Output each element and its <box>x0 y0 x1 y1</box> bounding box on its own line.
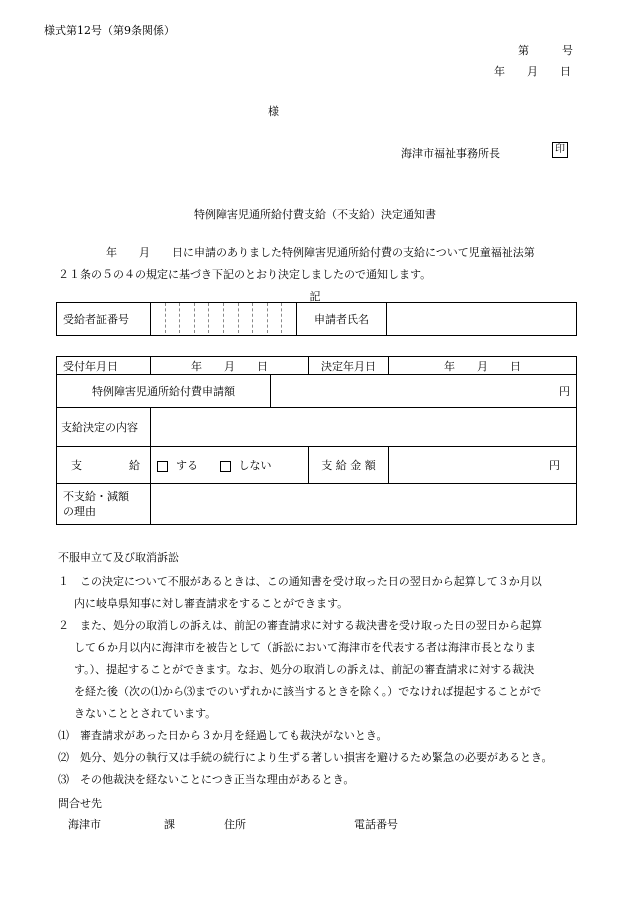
reason-label-line-2: の理由 <box>63 505 96 518</box>
decision-date-label: 決定年月日 <box>309 357 389 375</box>
inquiry-address: 住所 <box>224 818 246 831</box>
digit-box <box>151 303 166 333</box>
appeal-list <box>58 571 598 791</box>
application-amount-label: 特例障害児通所給付費申請額 <box>57 375 271 408</box>
document-number: 第 号 <box>518 44 573 57</box>
reason-label-line-1: 不支給・減額 <box>63 490 129 503</box>
digit-box <box>239 303 254 333</box>
appeal-item-1-line-2: 内に岐阜県知事に対し審査請求をすることができます。 <box>74 597 349 610</box>
form-number-label: 様式第12号（第9条関係） <box>44 24 175 37</box>
payment-label-char-1: 支 <box>71 459 82 472</box>
digit-box <box>166 303 181 333</box>
sender-name: 海津市福祉事務所長 <box>401 147 500 160</box>
pay-no-checkbox[interactable] <box>220 461 231 472</box>
pay-no-label: しない <box>238 459 272 472</box>
recipient-number-field[interactable] <box>151 303 297 336</box>
receipt-date-label: 受付年月日 <box>57 357 151 375</box>
payment-label <box>57 447 151 484</box>
document-title: 特例障害児通所給付費支給（不支給）決定通知書 <box>194 208 436 221</box>
digit-box <box>195 303 210 333</box>
appeal-item-2-line-5: きないこととされています。 <box>74 707 217 720</box>
digit-box <box>224 303 239 333</box>
pay-yes-label: する <box>176 459 198 472</box>
recipient-number-label: 受給者証番号 <box>57 303 151 336</box>
recipient-table <box>56 302 577 336</box>
inquiry-heading: 問合せ先 <box>58 797 102 810</box>
inquiry-city: 海津市 <box>68 818 101 831</box>
appeal-item-2-line-4: を経た後（次の⑴から⑶までのいずれかに該当するときを除く。）でなければ提起することがで <box>74 685 542 698</box>
inquiry-phone: 電話番号 <box>354 818 398 831</box>
digit-box <box>268 303 283 333</box>
addressee: 様 <box>268 105 279 118</box>
appeal-item-2-line-1: ２ また、処分の取消しの訴えは、前記の審査請求に対する裁決書を受け取った日の翌日から起算 <box>58 619 542 632</box>
receipt-date-field[interactable]: 年 月 日 <box>151 357 309 375</box>
applicant-name-label: 申請者氏名 <box>297 303 387 336</box>
reason-field[interactable] <box>151 484 577 525</box>
payment-label-char-2: 給 <box>129 459 140 472</box>
application-amount-field[interactable]: 円 <box>271 375 577 408</box>
appeal-sub-3: ⑶ その他裁決を経ないことにつき正当な理由があるとき。 <box>58 773 355 786</box>
appeal-item-2-line-3: す。）、提起することができます。なお、処分の取消しの訴えは、前記の審査請求に対する裁決 <box>74 663 535 676</box>
appeal-item-2-line-2: して６か月以内に海津市を被告として（訴訟において海津市を代表する者は海津市長となりま <box>74 641 536 654</box>
decision-date-field[interactable]: 年 月 日 <box>389 357 577 375</box>
inquiry-section: 課 <box>164 818 175 831</box>
decision-table <box>56 356 577 525</box>
payment-amount-label: 支 給 金 額 <box>309 447 389 484</box>
seal-stamp: 印 <box>552 142 568 158</box>
appeal-sub-2: ⑵ 処分、処分の執行又は手続の続行により生ずる著しい損害を避けるため緊急の必要があるとき。 <box>58 751 553 764</box>
reason-label <box>57 484 151 525</box>
appeal-heading: 不服申立て及び取消訴訟 <box>58 551 179 564</box>
digit-box <box>180 303 195 333</box>
decision-content-field[interactable] <box>151 408 577 447</box>
payment-options <box>151 447 309 484</box>
appeal-item-1-line-1: １ この決定について不服があるときは、この通知書を受け取った日の翌日から起算して３か月以 <box>58 575 542 588</box>
digit-box <box>253 303 268 333</box>
body-text-line-1: 年 月 日に申請のありました特例障害児通所給付費の支給について児童福祉法第 <box>106 246 535 259</box>
pay-yes-checkbox[interactable] <box>157 461 168 472</box>
digit-box <box>282 303 296 333</box>
digit-box <box>209 303 224 333</box>
appeal-sub-1: ⑴ 審査請求があった日から３か月を経過しても裁決がないとき。 <box>58 729 388 742</box>
body-text-line-2: ２１条の５の４の規定に基づき下記のとおり決定しましたので通知します。 <box>58 268 432 281</box>
decision-content-label: 支給決定の内容 <box>57 408 151 447</box>
ki-heading: 記 <box>309 290 321 303</box>
payment-amount-field[interactable]: 円 <box>389 447 577 484</box>
applicant-name-field[interactable] <box>387 303 577 336</box>
issue-date: 年 月 日 <box>494 65 571 78</box>
